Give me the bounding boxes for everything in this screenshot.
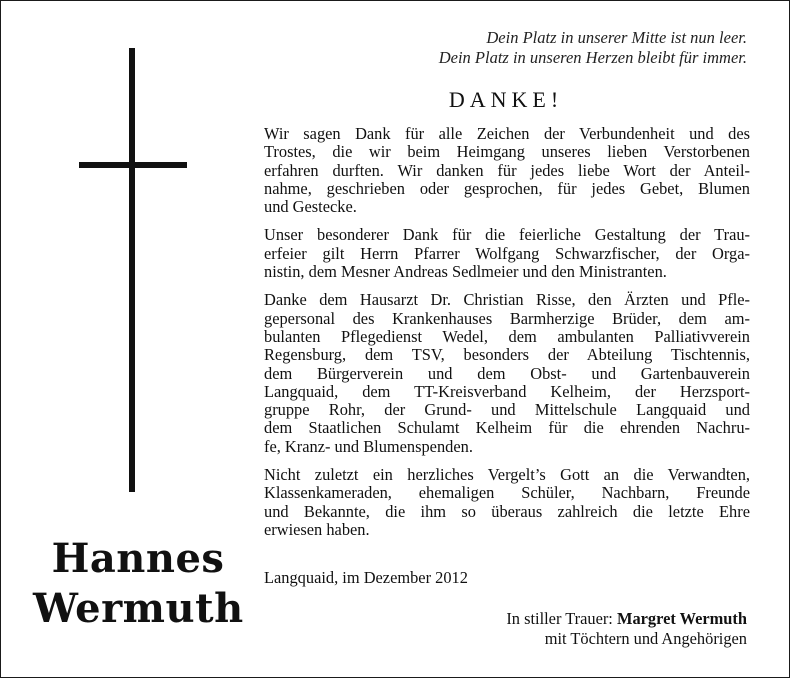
body-line: gruppe Rohr, der Grund- und Mittelschule Langquaid und bbox=[264, 401, 750, 420]
body-line: Wir sagen Dank für alle Zeichen der Verbundenheit und des bbox=[264, 125, 750, 143]
signature-line-2: mit Töchtern und Angehörigen bbox=[544, 629, 747, 648]
body-line: dem Bürgerverein und dem Obst- und Gartenbauverein bbox=[264, 364, 750, 383]
body-line: fe, Kranz- und Blumenspenden. bbox=[264, 437, 473, 456]
body-line: Langquaid, dem TT-Kreisverband Kelheim, der Herzsport- bbox=[264, 382, 750, 401]
body-line: erfeier gilt Herrn Pfarrer Wolfgang Schwarzfischer, der Orga- bbox=[264, 244, 750, 263]
body-line: dem Staatlichen Schulamt Kelheim für die ehrenden Nachru- bbox=[264, 419, 750, 438]
signature-prefix: In stiller Trauer: bbox=[506, 609, 617, 628]
motto bbox=[439, 28, 747, 68]
body-line: und Bekannte, die ihm so überaus zahlreich die letzte Ehre bbox=[264, 502, 750, 521]
signature-line-1 bbox=[506, 609, 747, 629]
body-line: gepersonal des Krankenhauses Barmherzige Brüder, dem am- bbox=[264, 309, 750, 328]
body-line: nistin, dem Mesner Andreas Sedlmeier und den Ministranten. bbox=[264, 263, 667, 282]
body-line: nahme, geschrieben oder gesprochen, für jedes Gebet, Blumen bbox=[264, 179, 750, 198]
body-paragraph bbox=[264, 466, 750, 539]
body-paragraph bbox=[264, 125, 750, 216]
body-line: Danke dem Hausarzt Dr. Christian Risse, den Ärzten und Pfle- bbox=[264, 291, 750, 310]
body-line: Klassenkameraden, ehemaligen Schüler, Nachbarn, Freunde bbox=[264, 484, 750, 503]
body-line: erfahren durften. Wir danken für jedes liebe Wort der Anteil- bbox=[264, 161, 750, 180]
body-line: Nicht zuletzt ein herzliches Vergelt’s Gott an die Verwandten, bbox=[264, 466, 750, 485]
heading: DANKE! bbox=[448, 87, 564, 112]
body-line: Regensburg, dem TSV, besonders der Abteilung Tischtennis, bbox=[264, 346, 750, 365]
motto-line-2: Dein Platz in unseren Herzen bleibt für immer. bbox=[438, 48, 747, 67]
body-paragraph bbox=[264, 226, 750, 281]
thanks-body bbox=[264, 125, 750, 549]
place-date: Langquaid, im Dezember 2012 bbox=[264, 568, 468, 587]
deceased-last-name: Wermuth bbox=[33, 585, 244, 632]
body-line: bulanten Pflegedienst Wedel, dem ambulanten Palliativverein bbox=[264, 327, 750, 346]
cross-icon-vertical-beam bbox=[129, 48, 135, 492]
body-line: erwiesen haben. bbox=[264, 520, 370, 539]
motto-line-1: Dein Platz in unserer Mitte ist nun leer. bbox=[486, 28, 747, 47]
body-paragraph bbox=[264, 291, 750, 456]
deceased-first-name: Hannes bbox=[51, 535, 225, 582]
body-line: Unser besonderer Dank für die feierliche Gestaltung der Trau- bbox=[264, 226, 750, 245]
body-line: Trostes, die wir beim Heimgang unseres lieben Verstorbenen bbox=[264, 143, 750, 162]
body-line: und Gestecke. bbox=[264, 198, 357, 217]
signature-name: Margret Wermuth bbox=[616, 609, 747, 628]
cross-icon-horizontal-beam bbox=[79, 162, 187, 168]
